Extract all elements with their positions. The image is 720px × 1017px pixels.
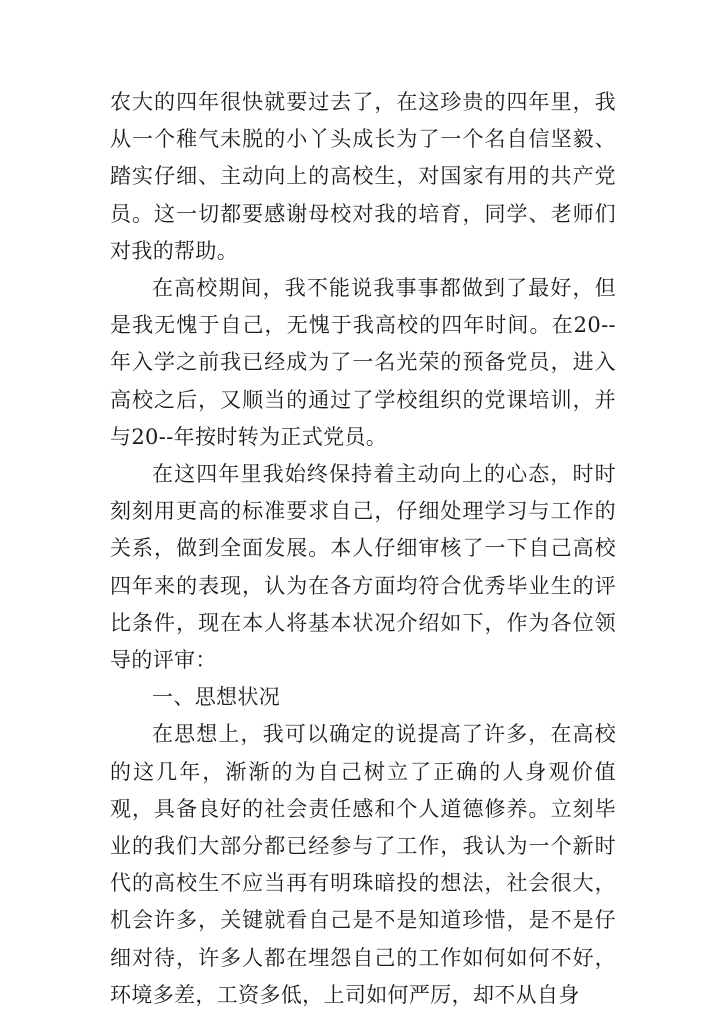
paragraph-thought: 在思想上，我可以确定的说提高了许多，在高校的这几年，渐渐的为自己树立了正确的人身观价值观，具备良好的社会责任感和个人道德修养。立刻毕业的我们大部分都已经参与了工作，我认为一个新时代的高校生不应当再有明珠暗投的想法，社会很大，机会许多，关键就看自己是不是知道珍惜，是不是仔细对待，许多人都在埋怨自己的工作如何如何不好，环境多差，工资多低，上司如何严厉，却不从自身 — [110, 722, 616, 1007]
paragraph-intro: 农大的四年很快就要过去了，在这珍贵的四年里，我从一个稚气未脱的小丫头成长为了一个名自信坚毅、踏实仔细、主动向上的高校生，对国家有用的共产党员。这一切都要感谢母校对我的培育，同学、老师们对我的帮助。 — [110, 90, 616, 263]
section-heading: 一、思想状况 — [152, 685, 281, 710]
paragraph-self-assessment: 在这四年里我始终保持着主动向上的心态，时时刻刻用更高的标准要求自己，仔细处理学习与工作的关系，做到全面发展。本人仔细审核了一下自己高校四年来的表现，认为在各方面均符合优秀毕业生的评比条件，现在本人将基本状况介绍如下，作为各位领导的评审： — [110, 462, 616, 673]
document-body — [110, 84, 616, 1014]
paragraph-party-membership: 在高校期间，我不能说我事事都做到了最好，但是我无愧于自己，无愧于我高校的四年时间。在20--年入学之前我已经成为了一名光荣的预备党员，进入高校之后，又顺当的通过了学校组织的党课培训，并与20--年按时转为正式党员。 — [110, 276, 616, 449]
